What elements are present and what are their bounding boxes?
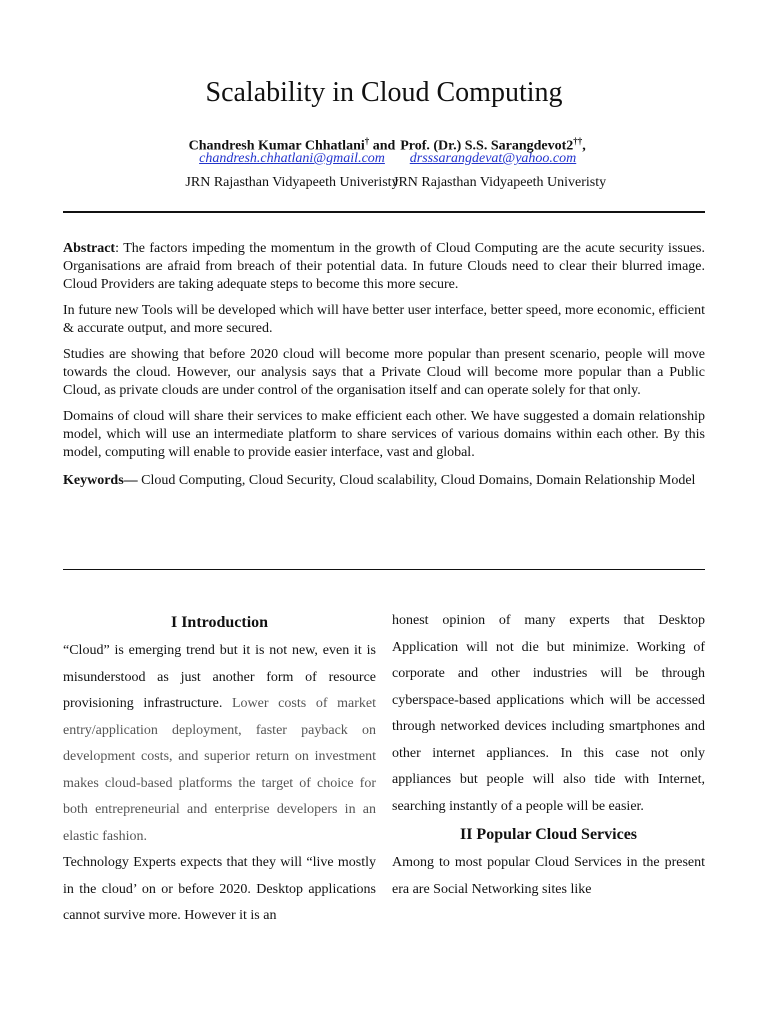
author-name-2: Prof. (Dr.) S.S. Sarangdevot2††, xyxy=(400,136,586,154)
abstract-paragraph-3: Studies are showing that before 2020 cloud will become more popular than present scenario, people will move towards the cloud. However, our analysis says that a Private Cloud will become more popular than a Public Cloud, as private clouds are under control of the organisation itself and can operate solely for that only. xyxy=(63,347,705,398)
author-block-2 xyxy=(393,133,607,191)
author-block-1 xyxy=(172,133,412,191)
abstract-label: Abstract xyxy=(63,241,116,256)
abstract-paragraph-1: Abstract: The factors impeding the momentum in the growth of Cloud Computing are the acute security issues. Organisations are afraid from breach of their potential data. In future Clouds need to clear their blurred image. Cloud Providers are taking adequate steps to become this more secure. xyxy=(63,241,705,292)
author-name-1: Chandresh Kumar Chhatlani† and xyxy=(188,136,396,154)
introduction-paragraph-2: Technology Experts expects that they will “live mostly in the cloud’ on or before 2020. Desktop applications cannot survive more. However it is an xyxy=(63,855,376,923)
introduction-paragraph-1: “Cloud” is emerging trend but it is not new, even it is misunderstood as just another form of resource provisioning infrastructure. Lower costs of market entry/application deployment, faster payback on development costs, and superior return on investment makes cloud-based platforms the target of choice for both entrepreneurial and enterprise developers in an elastic fashion. xyxy=(63,643,377,844)
author-email-2[interactable]: drsssarangdevat@yahoo.com xyxy=(409,151,577,166)
abstract-paragraph-4: Domains of cloud will share their services to make efficient each other. We have suggested a domain relationship model, which will use an intermediate platform to share services of various domains within each other. By this model, computing will enable to provide easier interface, vast and global. xyxy=(63,409,705,460)
left-column xyxy=(63,608,376,930)
abstract-section xyxy=(63,240,705,498)
header-divider xyxy=(63,211,705,213)
author-footnote-mark-1: † xyxy=(364,136,370,146)
author-affiliation-2: JRN Rajasthan Vidyapeeth Univeristy xyxy=(393,175,607,190)
introduction-continuation: honest opinion of many experts that Desktop Application will not die but minimize. Working of corporate and other industries will be through cyberspace-based applications which will be accessed through networked devices including smartphones and other internet appliances. In this case not only appliances but people will also tide with Internet, searching instantly of a people will be easier. xyxy=(392,613,705,814)
popular-services-paragraph-1: Among to most popular Cloud Services in the present era are Social Networking sites like xyxy=(392,855,705,897)
paper-title: Scalability in Cloud Computing xyxy=(205,77,563,108)
abstract-paragraph-2: In future new Tools will be developed which will have better user interface, better speed, more economic, efficient & accurate output, and more secured. xyxy=(63,303,705,336)
section-heading-popular-cloud-services: II Popular Cloud Services xyxy=(459,826,638,843)
author-footnote-mark-2: †† xyxy=(573,136,583,146)
author-affiliation-1: JRN Rajasthan Vidyapeeth Univeristy xyxy=(185,175,399,190)
abstract-divider xyxy=(63,569,705,570)
section-heading-introduction: I Introduction xyxy=(170,614,269,631)
right-column xyxy=(392,608,705,903)
keywords-paragraph: Keywords— Cloud Computing, Cloud Security, Cloud scalability, Cloud Domains, Domain Relationship Model xyxy=(63,473,696,488)
author-email-1[interactable]: chandresh.chhatlani@gmail.com xyxy=(199,151,385,166)
keywords-label: Keywords— xyxy=(63,473,138,488)
